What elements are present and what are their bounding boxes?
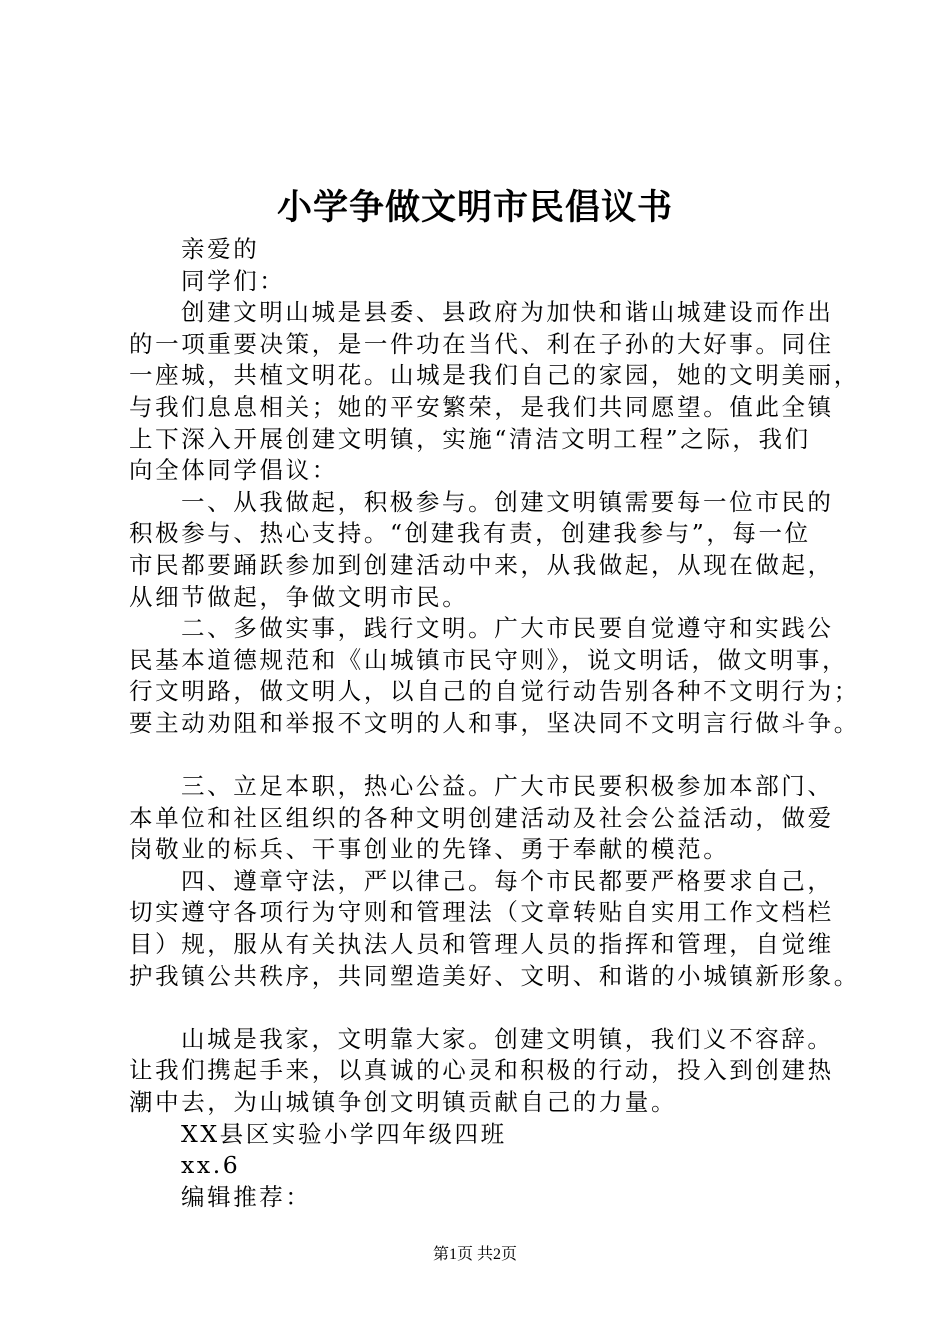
- text-line: 让我们携起手来，以真诚的心灵和积极的行动，投入到创建热: [129, 1056, 834, 1085]
- text-line: 本单位和社区组织的各种文明创建活动及社会公益活动，做爱: [129, 803, 834, 832]
- text-line: 的一项重要决策，是一件功在当代、利在子孙的大好事。同住: [129, 329, 834, 358]
- text-line: 向全体同学倡议：: [129, 456, 338, 485]
- text-line: 切实遵守各项行为守则和管理法（文章转贴自实用工作文档栏: [129, 898, 834, 927]
- text-line: 上下深入开展创建文明镇，实施“清洁文明工程”之际，我们: [129, 424, 811, 453]
- text-line: 目）规，服从有关执法人员和管理人员的指挥和管理，自觉维: [129, 930, 834, 959]
- text-line: 积极参与、热心支持。“创建我有责，创建我参与”，每一位: [129, 519, 811, 548]
- text-line: 护我镇公共秩序，共同塑造美好、文明、和谐的小城镇新形象。: [129, 961, 860, 990]
- text-line: 要主动劝阻和举报不文明的人和事，坚决同不文明言行做斗争。: [129, 708, 860, 737]
- text-line: 民基本道德规范和《山城镇市民守则》，说文明话，做文明事，: [129, 645, 849, 674]
- text-line: 与我们息息相关；她的平安繁荣，是我们共同愿望。值此全镇: [129, 392, 834, 421]
- document-title: 小学争做文明市民倡议书: [276, 187, 673, 228]
- text-line: 三、立足本职，热心公益。广大市民要积极参加本部门、: [181, 772, 834, 801]
- text-line: 行文明路，做文明人，以自己的自觉行动告别各种不文明行为；: [129, 677, 860, 706]
- text-line: 一、从我做起，积极参与。创建文明镇需要每一位市民的: [181, 487, 834, 516]
- text-line: XX县区实验小学四年级四班: [181, 1119, 507, 1148]
- page-number-footer: 第1页 共2页: [432, 1246, 517, 1263]
- blank-line: [129, 740, 849, 772]
- text-line: 同学们：: [181, 266, 286, 295]
- text-line: 岗敬业的标兵、干事创业的先锋、勇于奉献的模范。: [129, 835, 730, 864]
- text-line: 亲爱的: [181, 235, 260, 263]
- text-line: 从细节做起，争做文明市民。: [129, 582, 469, 611]
- blank-line: [129, 992, 849, 1024]
- text-line: xx.6: [181, 1151, 241, 1180]
- text-line: 编辑推荐：: [181, 1182, 312, 1211]
- text-line: 二、多做实事，践行文明。广大市民要自觉遵守和实践公: [181, 614, 834, 643]
- document-body: [129, 234, 860, 1213]
- text-line: 山城是我家，文明靠大家。创建文明镇，我们义不容辞。: [181, 1024, 834, 1053]
- text-line: 潮中去，为山城镇争创文明镇贡献自己的力量。: [129, 1088, 678, 1117]
- text-line: 四、遵章守法，严以律己。每个市民都要严格要求自己，: [181, 866, 834, 895]
- text-line: 市民都要踊跃参加到创建活动中来，从我做起，从现在做起，: [129, 550, 834, 579]
- text-line: 创建文明山城是县委、县政府为加快和谐山城建设而作出: [181, 298, 834, 327]
- text-line: 一座城，共植文明花。山城是我们自己的家园，她的文明美丽，: [129, 361, 860, 390]
